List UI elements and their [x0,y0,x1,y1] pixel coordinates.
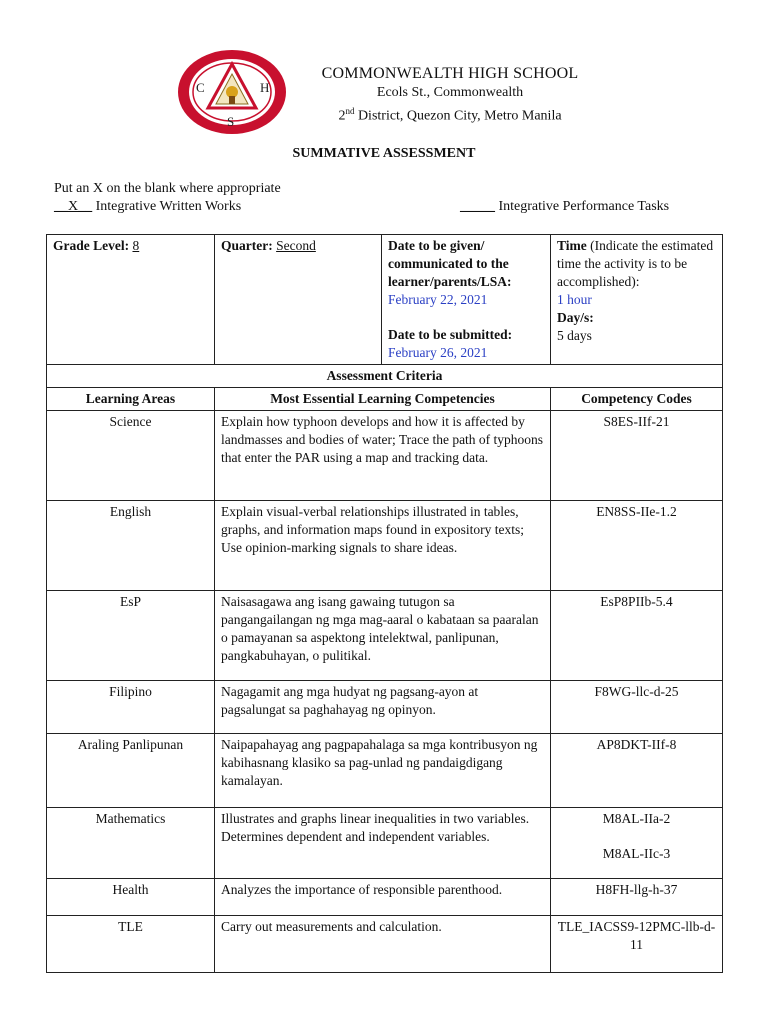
table-row: Mathematics Illustrates and graphs linear inequalities in two variables. Determines dependent and independent variables. M8AL-IIa-2 M8AL-IIc-3 [47,808,723,879]
dates-cell: Date to be given/ communicated to the learner/parents/LSA: February 22, 2021 Date to be submitted: February 26, 2021 [382,235,551,365]
info-row [47,235,723,365]
table-row: Health Analyzes the importance of responsible parenthood. H8FH-llg-h-37 [47,879,723,916]
svg-text:H: H [260,80,270,95]
given-date: February 22, 2021 [388,292,488,307]
table-row: TLE Carry out measurements and calculation. TLE_IACSS9-12PMC-llb-d-11 [47,916,723,973]
days-value: 5 days [557,328,592,343]
time-cell: Time (Indicate the estimated time the activity is to be accomplished): 1 hour Day/s: 5 days [551,235,723,365]
school-district: 2nd District, Quezon City, Metro Manila [338,106,562,124]
submitted-date: February 26, 2021 [388,345,488,360]
grade-cell: Grade Level: 8 [47,235,215,365]
time-value: 1 hour [557,292,592,307]
svg-text:C: C [196,80,205,95]
table-row: English Explain visual-verbal relationships illustrated in tables, graphs, and information maps found in expository texts; Use opinion-marking signals to share ideas. EN8SS-IIe-1.2 [47,501,723,591]
assessment-table [46,234,723,973]
school-header [290,64,610,126]
col-learning-areas: Learning Areas [47,388,215,411]
table-row: Araling Panlipunan Naipapahayag ang pagpapahalaga sa mga kontribusyon ng kabihasnang klasiko sa pag-unlad ng pandaigdigang kamalayan. AP8DKT-IIf-8 [47,734,723,808]
column-headers [47,388,723,411]
document-title: SUMMATIVE ASSESSMENT [292,146,476,161]
school-logo [176,48,288,136]
school-street: Ecols St., Commonwealth [376,85,524,100]
school-name: COMMONWEALTH HIGH SCHOOL [321,65,579,82]
table-row: Filipino Nagagamit ang mga hudyat ng pagsang-ayon at pagsalungat sa paghahayag ng opinyon. F8WG-llc-d-25 [47,681,723,734]
instructions: Put an X on the blank where appropriate [54,181,281,196]
option-performance-tasks: _____ Integrative Performance Tasks [460,199,670,214]
option-written-works: __X__ Integrative Written Works [54,199,242,214]
criteria-title: Assessment Criteria [47,365,723,388]
col-codes: Competency Codes [551,388,723,411]
table-row: EsP Naisasagawa ang isang gawaing tutugon sa pangangailangan ng mga mag-aaral o kabataan sa paaralan o pamayanan sa aspektong intelektwal, panlipunan, pangkabuhayan, o pulitikal. EsP8PIIb-5.4 [47,591,723,681]
col-competencies: Most Essential Learning Competencies [215,388,551,411]
table-row: Science Explain how typhoon develops and how it is affected by landmasses and bodies of water; Trace the path of typhoons that enter the PAR using a map and tracking data. S8ES-IIf-21 [47,411,723,501]
svg-text:S: S [227,114,235,129]
quarter-cell: Quarter: Second [215,235,382,365]
